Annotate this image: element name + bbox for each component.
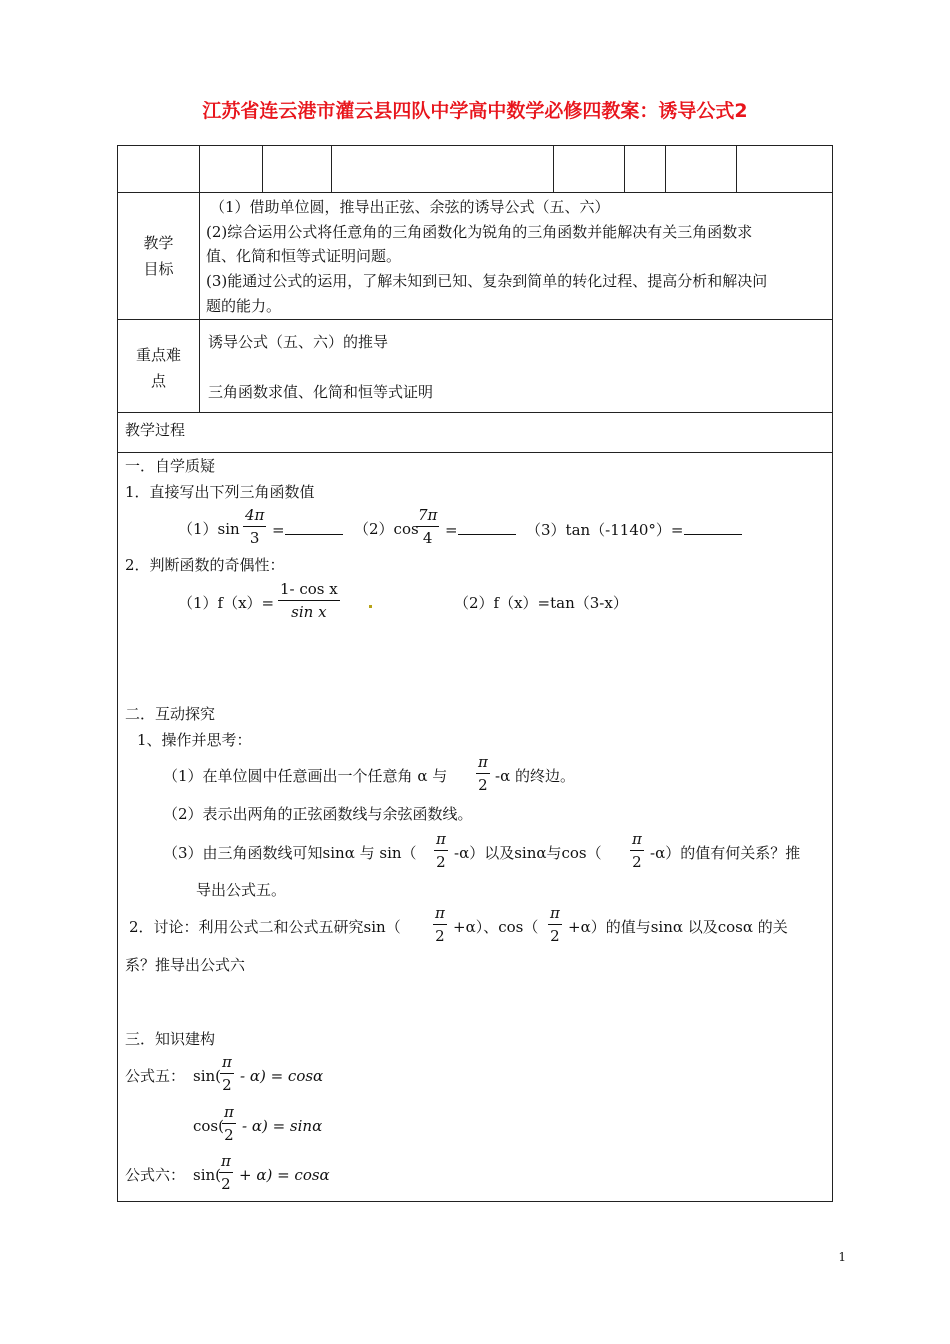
formula-5a-prefix: sin( [193, 1067, 222, 1085]
row-separator [117, 452, 833, 453]
fraction-pi-2 [433, 906, 447, 944]
key-points-label-line: 点 [150, 372, 166, 390]
row-separator [117, 412, 833, 413]
fraction-numerator: π [434, 832, 448, 851]
cell-divider [262, 145, 263, 193]
fraction-denominator: 2 [632, 853, 642, 871]
question-1c-text: （3）tan（-1140°）= [526, 521, 684, 539]
fraction-denominator: 2 [224, 1126, 234, 1144]
fraction-1-cos-over-sin [278, 582, 340, 620]
row-separator [117, 192, 833, 193]
question-1: 1．直接写出下列三角函数值 [125, 483, 315, 501]
fraction-denominator: 4 [422, 529, 433, 547]
step-2-line2: 系？推导出公式六 [125, 956, 246, 974]
question-2b: （2）f（x）=tan（3-x） [454, 594, 628, 612]
step-2-prefix: 2．讨论：利用公式二和公式五研究sin（ [129, 918, 401, 936]
step-1a-suffix: -α 的终边。 [495, 767, 575, 785]
fraction-pi-2 [220, 1055, 234, 1093]
blank-line [458, 522, 516, 535]
objective-line: (3)能通过公式的运用，了解未知到已知、复杂到简单的转化过程、提高分析和解决问 [206, 272, 768, 290]
cell-divider [736, 145, 737, 193]
formula-6a-prefix: sin( [193, 1166, 222, 1184]
key-points-label-line: 重点难 [135, 346, 181, 364]
section3-heading: 三．知识建构 [125, 1030, 216, 1048]
fraction-numerator: π [630, 832, 644, 851]
fraction-numerator: π [222, 1105, 236, 1124]
row-separator [117, 319, 833, 320]
fraction-4pi-3 [243, 508, 266, 546]
step-1a-prefix: （1）在单位圆中任意画出一个任意角 α 与 [163, 767, 448, 785]
label-column-divider [199, 192, 200, 413]
table-border-top [117, 145, 833, 146]
formula-6-label: 公式六： [125, 1166, 186, 1184]
section2-heading: 二．互动探究 [125, 705, 216, 723]
formula-6a-suffix: + α) = cosα [239, 1166, 330, 1184]
page-number: 1 [838, 1250, 846, 1264]
fraction-numerator: π [476, 755, 490, 774]
step-1c-line2: 导出公式五。 [196, 881, 287, 899]
question-1c [526, 522, 742, 538]
table-border-left [117, 145, 118, 1202]
fraction-denominator: sin x [291, 603, 327, 621]
cell-divider [665, 145, 666, 193]
fraction-7pi-4 [416, 508, 439, 546]
key-difficulty: 三角函数求值、化简和恒等式证明 [208, 383, 434, 401]
equals-sign: = [445, 521, 458, 539]
step-1: 1、操作并思考： [137, 731, 252, 749]
step-2-suffix: +α）的值与sinα 以及cosα 的关 [568, 918, 788, 936]
objectives-label-line: 目标 [143, 260, 174, 278]
step-1c-middle: -α）以及sinα与cos（ [454, 844, 602, 862]
key-points-label [118, 342, 199, 394]
fraction-numerator: π [548, 906, 562, 925]
formula-5-label: 公式五： [125, 1067, 186, 1085]
fraction-pi-2 [476, 755, 490, 793]
fraction-denominator: 2 [435, 927, 445, 945]
cell-divider [199, 145, 200, 193]
step-1b: （2）表示出两角的正弦函数线与余弦函数线。 [163, 805, 473, 823]
fraction-numerator: π [220, 1055, 234, 1074]
objective-line: （1）借助单位圆，推导出正弦、余弦的诱导公式（五、六） [210, 198, 610, 216]
objective-line: 值、化简和恒等式证明问题。 [206, 247, 402, 265]
formula-5a-suffix: - α) = cosα [240, 1067, 324, 1085]
step-1c-suffix: -α）的值有何关系？推 [650, 844, 801, 862]
answer-blank [445, 522, 516, 538]
fraction-denominator: 2 [550, 927, 560, 945]
fraction-pi-2 [630, 832, 644, 870]
question-2: 2．判断函数的奇偶性： [125, 556, 285, 574]
fraction-pi-2 [219, 1154, 233, 1192]
question-2a-prefix: （1）f（x）= [178, 594, 275, 612]
objective-line: 题的能力。 [206, 297, 282, 315]
table-border-right [832, 145, 833, 1202]
question-1b-prefix: （2）cos [354, 520, 419, 538]
objectives-label [118, 230, 199, 282]
formula-5b-prefix: cos( [193, 1117, 224, 1135]
table-border-bottom [117, 1201, 833, 1202]
fraction-numerator: 7π [416, 508, 439, 527]
section1-heading: 一．自学质疑 [125, 457, 216, 475]
key-focus: 诱导公式（五、六）的推导 [208, 333, 389, 351]
process-header: 教学过程 [125, 421, 186, 439]
equals-sign: = [272, 521, 285, 539]
objectives-label-line: 教学 [143, 234, 174, 252]
page-title: 江苏省连云港市灌云县四队中学高中数学必修四教案：诱导公式2 [202, 100, 748, 122]
cell-divider [331, 145, 332, 193]
cell-divider [624, 145, 625, 193]
cell-divider [553, 145, 554, 193]
fraction-denominator: 2 [478, 776, 488, 794]
scan-speck [369, 605, 372, 608]
fraction-denominator: 2 [436, 853, 446, 871]
fraction-denominator: 2 [222, 1076, 232, 1094]
formula-5b-suffix: - α) = sinα [242, 1117, 323, 1135]
blank-line [684, 522, 742, 535]
fraction-numerator: 4π [243, 508, 266, 527]
question-1a-prefix: （1）sin [178, 520, 240, 538]
step-2-middle: +α）、cos（ [453, 918, 539, 936]
fraction-numerator: π [219, 1154, 233, 1173]
fraction-pi-2 [434, 832, 448, 870]
fraction-denominator: 3 [249, 529, 260, 547]
step-1c-prefix: （3）由三角函数线可知sinα 与 sin（ [163, 844, 417, 862]
fraction-numerator: π [433, 906, 447, 925]
fraction-numerator: 1- cos x [278, 582, 340, 601]
fraction-denominator: 2 [221, 1175, 231, 1193]
answer-blank [272, 522, 343, 538]
fraction-pi-2 [222, 1105, 236, 1143]
objective-line: (2)综合运用公式将任意角的三角函数化为锐角的三角函数并能解决有关三角函数求 [206, 223, 753, 241]
fraction-pi-2 [548, 906, 562, 944]
blank-line [285, 522, 343, 535]
